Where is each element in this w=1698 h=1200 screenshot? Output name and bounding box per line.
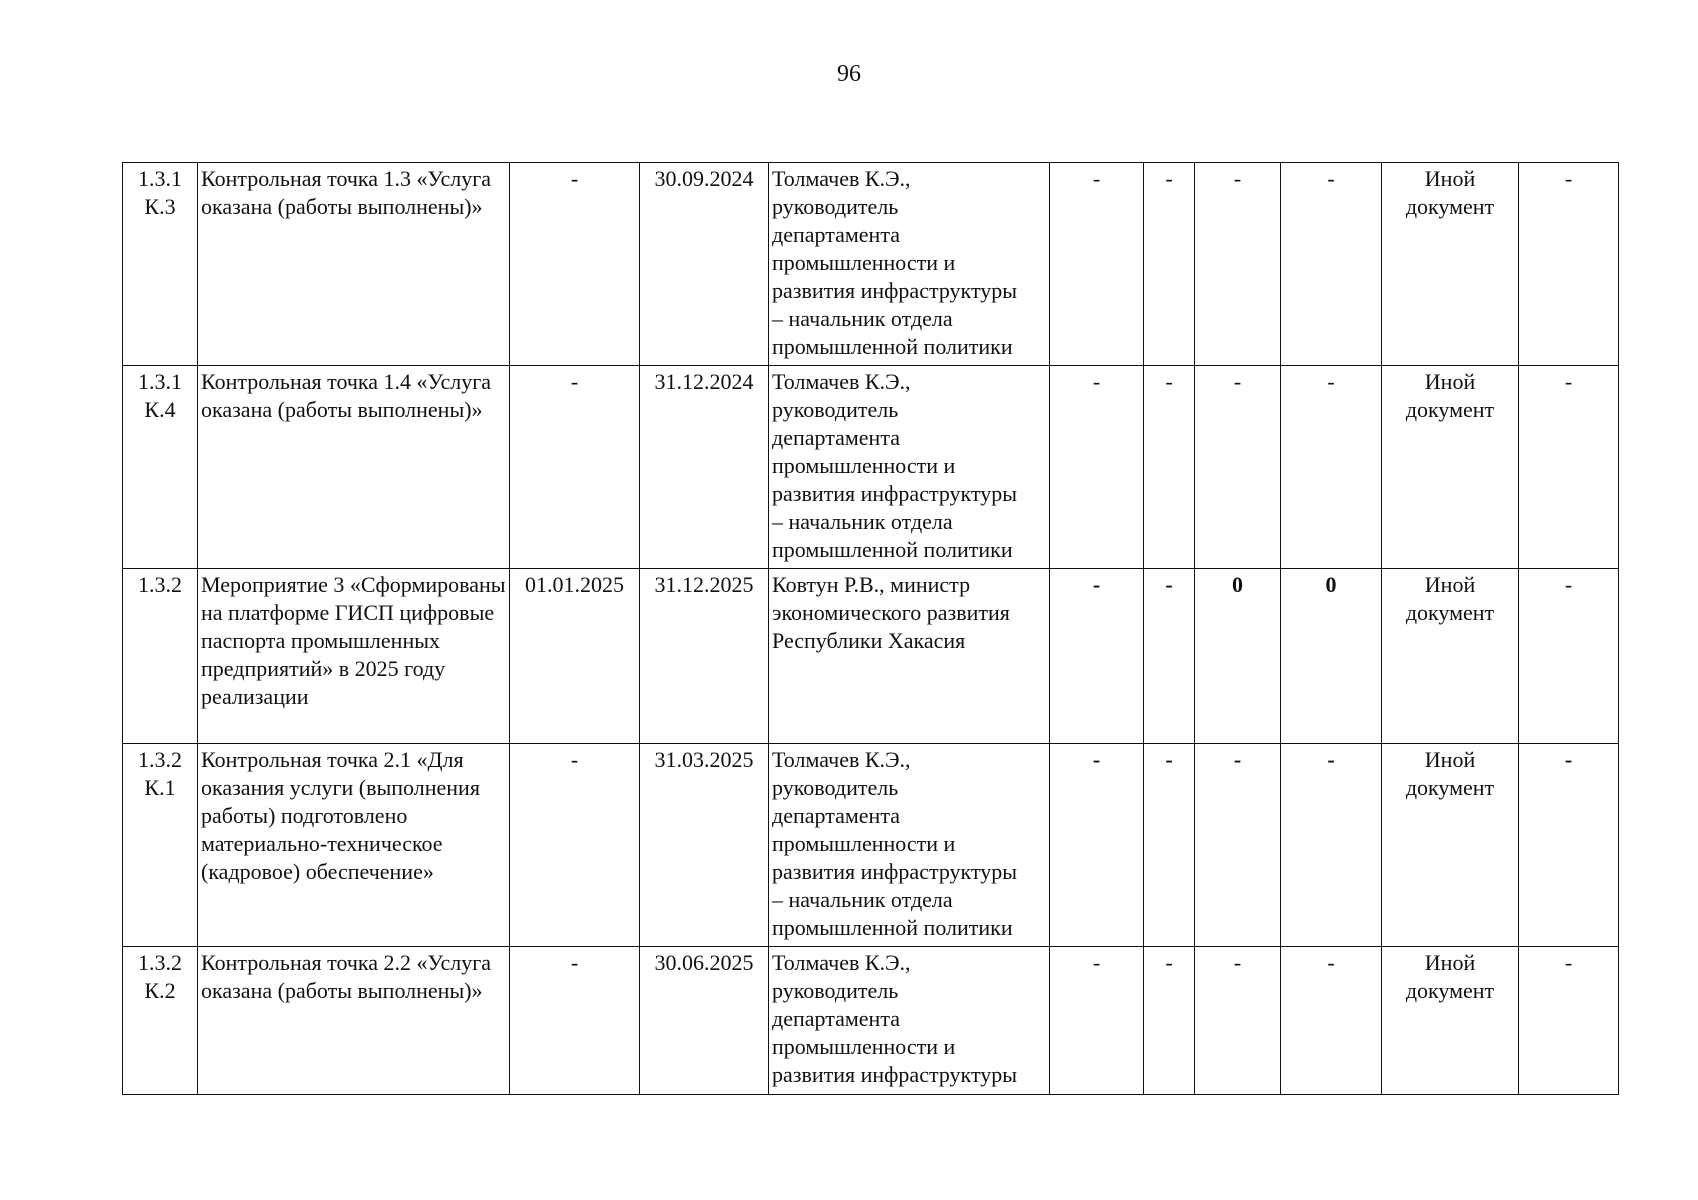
start-date-cell [510,947,640,1095]
end-date: 30.06.2025 [654,950,754,975]
event-name-cell [198,744,510,947]
responsible-line: департамента [772,803,900,828]
event-name-cell [198,366,510,569]
document-type-line: документ [1405,978,1495,1003]
value-4: - [1327,950,1335,975]
value-3: - [1233,369,1242,394]
responsible-line: руководитель [772,194,899,219]
end-date: 30.09.2024 [654,166,754,191]
responsible-line: промышленной политики [772,334,1013,359]
table-row [123,569,1619,744]
responsible-line: – начальник отдела [772,509,953,534]
page-number: 96 [837,61,861,87]
value-2: - [1165,369,1173,394]
responsible-line: Толмачев К.Э., [772,369,911,394]
end-date-cell [640,947,769,1095]
responsible-line: Республики Хакасия [772,628,966,653]
value-cell-3 [1195,569,1281,744]
value-cell-1 [1050,947,1144,1095]
start-date-cell [510,366,640,569]
value-cell-2 [1144,744,1195,947]
responsible-cell [769,366,1050,569]
value-cell-4 [1281,947,1382,1095]
row-number-cell [123,163,198,366]
value-cell-3 [1195,163,1281,366]
row-subnumber: К.4 [144,397,176,422]
responsible-line: развития инфраструктуры [772,278,1018,303]
value-1: - [1092,166,1101,191]
value-cell-1 [1050,569,1144,744]
table-row [123,163,1619,366]
event-name: Контрольная точка 2.1 «Для оказания услуги (выполнения работы) подготовлено материально-техническое (кадровое) обеспечение» [201,747,480,884]
row-number: 1.3.2 [138,950,182,975]
value-cell-1 [1050,163,1144,366]
row-number: 1.3.2 [138,572,182,597]
document-type-line: Иной [1424,166,1476,191]
end-date-cell [640,163,769,366]
responsible-line: департамента [772,425,900,450]
value-cell-1 [1050,744,1144,947]
end-date-cell [640,569,769,744]
value-4: - [1327,369,1335,394]
responsible-cell [769,163,1050,366]
responsible-line: экономического развития [772,600,1010,625]
event-name: Контрольная точка 1.4 «Услуга оказана (работы выполнены)» [201,369,492,422]
document-type-cell [1382,947,1519,1095]
last-cell [1519,366,1619,569]
document-type-cell [1382,366,1519,569]
value-1: - [1092,950,1101,975]
event-name: Контрольная точка 1.3 «Услуга оказана (работы выполнены)» [201,166,492,219]
responsible-line: Толмачев К.Э., [772,166,911,191]
value-2: - [1165,950,1173,975]
row-subnumber: К.2 [144,978,176,1003]
end-date-cell [640,366,769,569]
start-date: - [570,369,579,394]
value-3: - [1233,950,1242,975]
table-row [123,744,1619,947]
event-name: Контрольная точка 2.2 «Услуга оказана (работы выполнены)» [201,950,492,1003]
value-3: 0 [1232,572,1243,597]
row-subnumber: К.1 [144,775,176,800]
responsible-line: промышленности и [772,250,956,275]
row-subnumber: К.3 [144,194,176,219]
row-number-cell [123,366,198,569]
last-value: - [1564,572,1573,597]
responsible-line: – начальник отдела [772,887,953,912]
value-1: - [1092,747,1101,772]
event-name-cell [198,947,510,1095]
document-type-cell [1382,569,1519,744]
value-2: - [1165,166,1173,191]
responsible-line: департамента [772,1006,900,1031]
responsible-line: промышленной политики [772,537,1013,562]
row-number-cell [123,569,198,744]
responsible-line: – начальник отдела [772,306,953,331]
plan-table [122,162,1619,1095]
start-date: - [570,747,579,772]
last-value: - [1564,747,1573,772]
last-cell [1519,947,1619,1095]
value-3: - [1233,747,1242,772]
value-4: - [1327,166,1335,191]
end-date: 31.03.2025 [654,747,754,772]
document-type-line: документ [1405,775,1495,800]
end-date: 31.12.2025 [654,572,754,597]
value-cell-4 [1281,163,1382,366]
end-date-cell [640,744,769,947]
last-cell [1519,569,1619,744]
value-3: - [1233,166,1242,191]
last-value: - [1564,950,1573,975]
document-type-line: Иной [1424,572,1476,597]
value-cell-2 [1144,163,1195,366]
start-date: - [570,950,579,975]
responsible-cell [769,947,1050,1095]
responsible-line: промышленности и [772,453,956,478]
responsible-cell [769,744,1050,947]
plan-table-body [123,163,1619,1095]
responsible-line: развития инфраструктуры [772,1062,1018,1087]
row-number: 1.3.2 [138,747,182,772]
responsible-cell [769,569,1050,744]
table-row [123,366,1619,569]
value-cell-3 [1195,947,1281,1095]
start-date: - [570,166,579,191]
table-row [123,947,1619,1095]
value-1: - [1092,369,1101,394]
value-cell-2 [1144,569,1195,744]
responsible-line: департамента [772,222,900,247]
row-number: 1.3.1 [138,369,182,394]
responsible-line: промышленной политики [772,915,1013,940]
document-type-line: Иной [1424,950,1476,975]
last-value: - [1564,369,1573,394]
responsible-line: развития инфраструктуры [772,859,1018,884]
responsible-line: руководитель [772,397,899,422]
event-name: Мероприятие 3 «Сформированы на платформе ГИСП цифровые паспорта промышленных предприятий» в 2025 году реализации [201,572,506,709]
row-number: 1.3.1 [138,166,182,191]
event-name-cell [198,163,510,366]
start-date-cell [510,569,640,744]
start-date-cell [510,163,640,366]
responsible-line: промышленности и [772,831,956,856]
value-cell-3 [1195,744,1281,947]
responsible-line: руководитель [772,978,899,1003]
row-number-cell [123,947,198,1095]
document-type-cell [1382,163,1519,366]
document-type-line: Иной [1424,369,1476,394]
value-cell-4 [1281,569,1382,744]
document-type-cell [1382,744,1519,947]
event-name-cell [198,569,510,744]
value-cell-2 [1144,366,1195,569]
last-cell [1519,744,1619,947]
document-type-line: документ [1405,600,1495,625]
end-date: 31.12.2024 [654,369,754,394]
responsible-line: Толмачев К.Э., [772,950,911,975]
row-number-cell [123,744,198,947]
value-1: - [1092,572,1101,597]
last-value: - [1564,166,1573,191]
value-cell-3 [1195,366,1281,569]
value-4: 0 [1325,572,1337,597]
responsible-line: промышленности и [772,1034,956,1059]
value-4: - [1327,747,1335,772]
document-type-line: документ [1405,194,1495,219]
start-date-cell [510,744,640,947]
document-type-line: документ [1405,397,1495,422]
value-cell-4 [1281,366,1382,569]
responsible-line: Ковтун Р.В., министр [772,572,971,597]
responsible-line: руководитель [772,775,899,800]
value-cell-4 [1281,744,1382,947]
last-cell [1519,163,1619,366]
value-cell-1 [1050,366,1144,569]
value-cell-2 [1144,947,1195,1095]
value-2: - [1165,572,1173,597]
value-2: - [1165,747,1173,772]
start-date: 01.01.2025 [525,572,624,597]
responsible-line: развития инфраструктуры [772,481,1018,506]
responsible-line: Толмачев К.Э., [772,747,911,772]
document-type-line: Иной [1424,747,1476,772]
